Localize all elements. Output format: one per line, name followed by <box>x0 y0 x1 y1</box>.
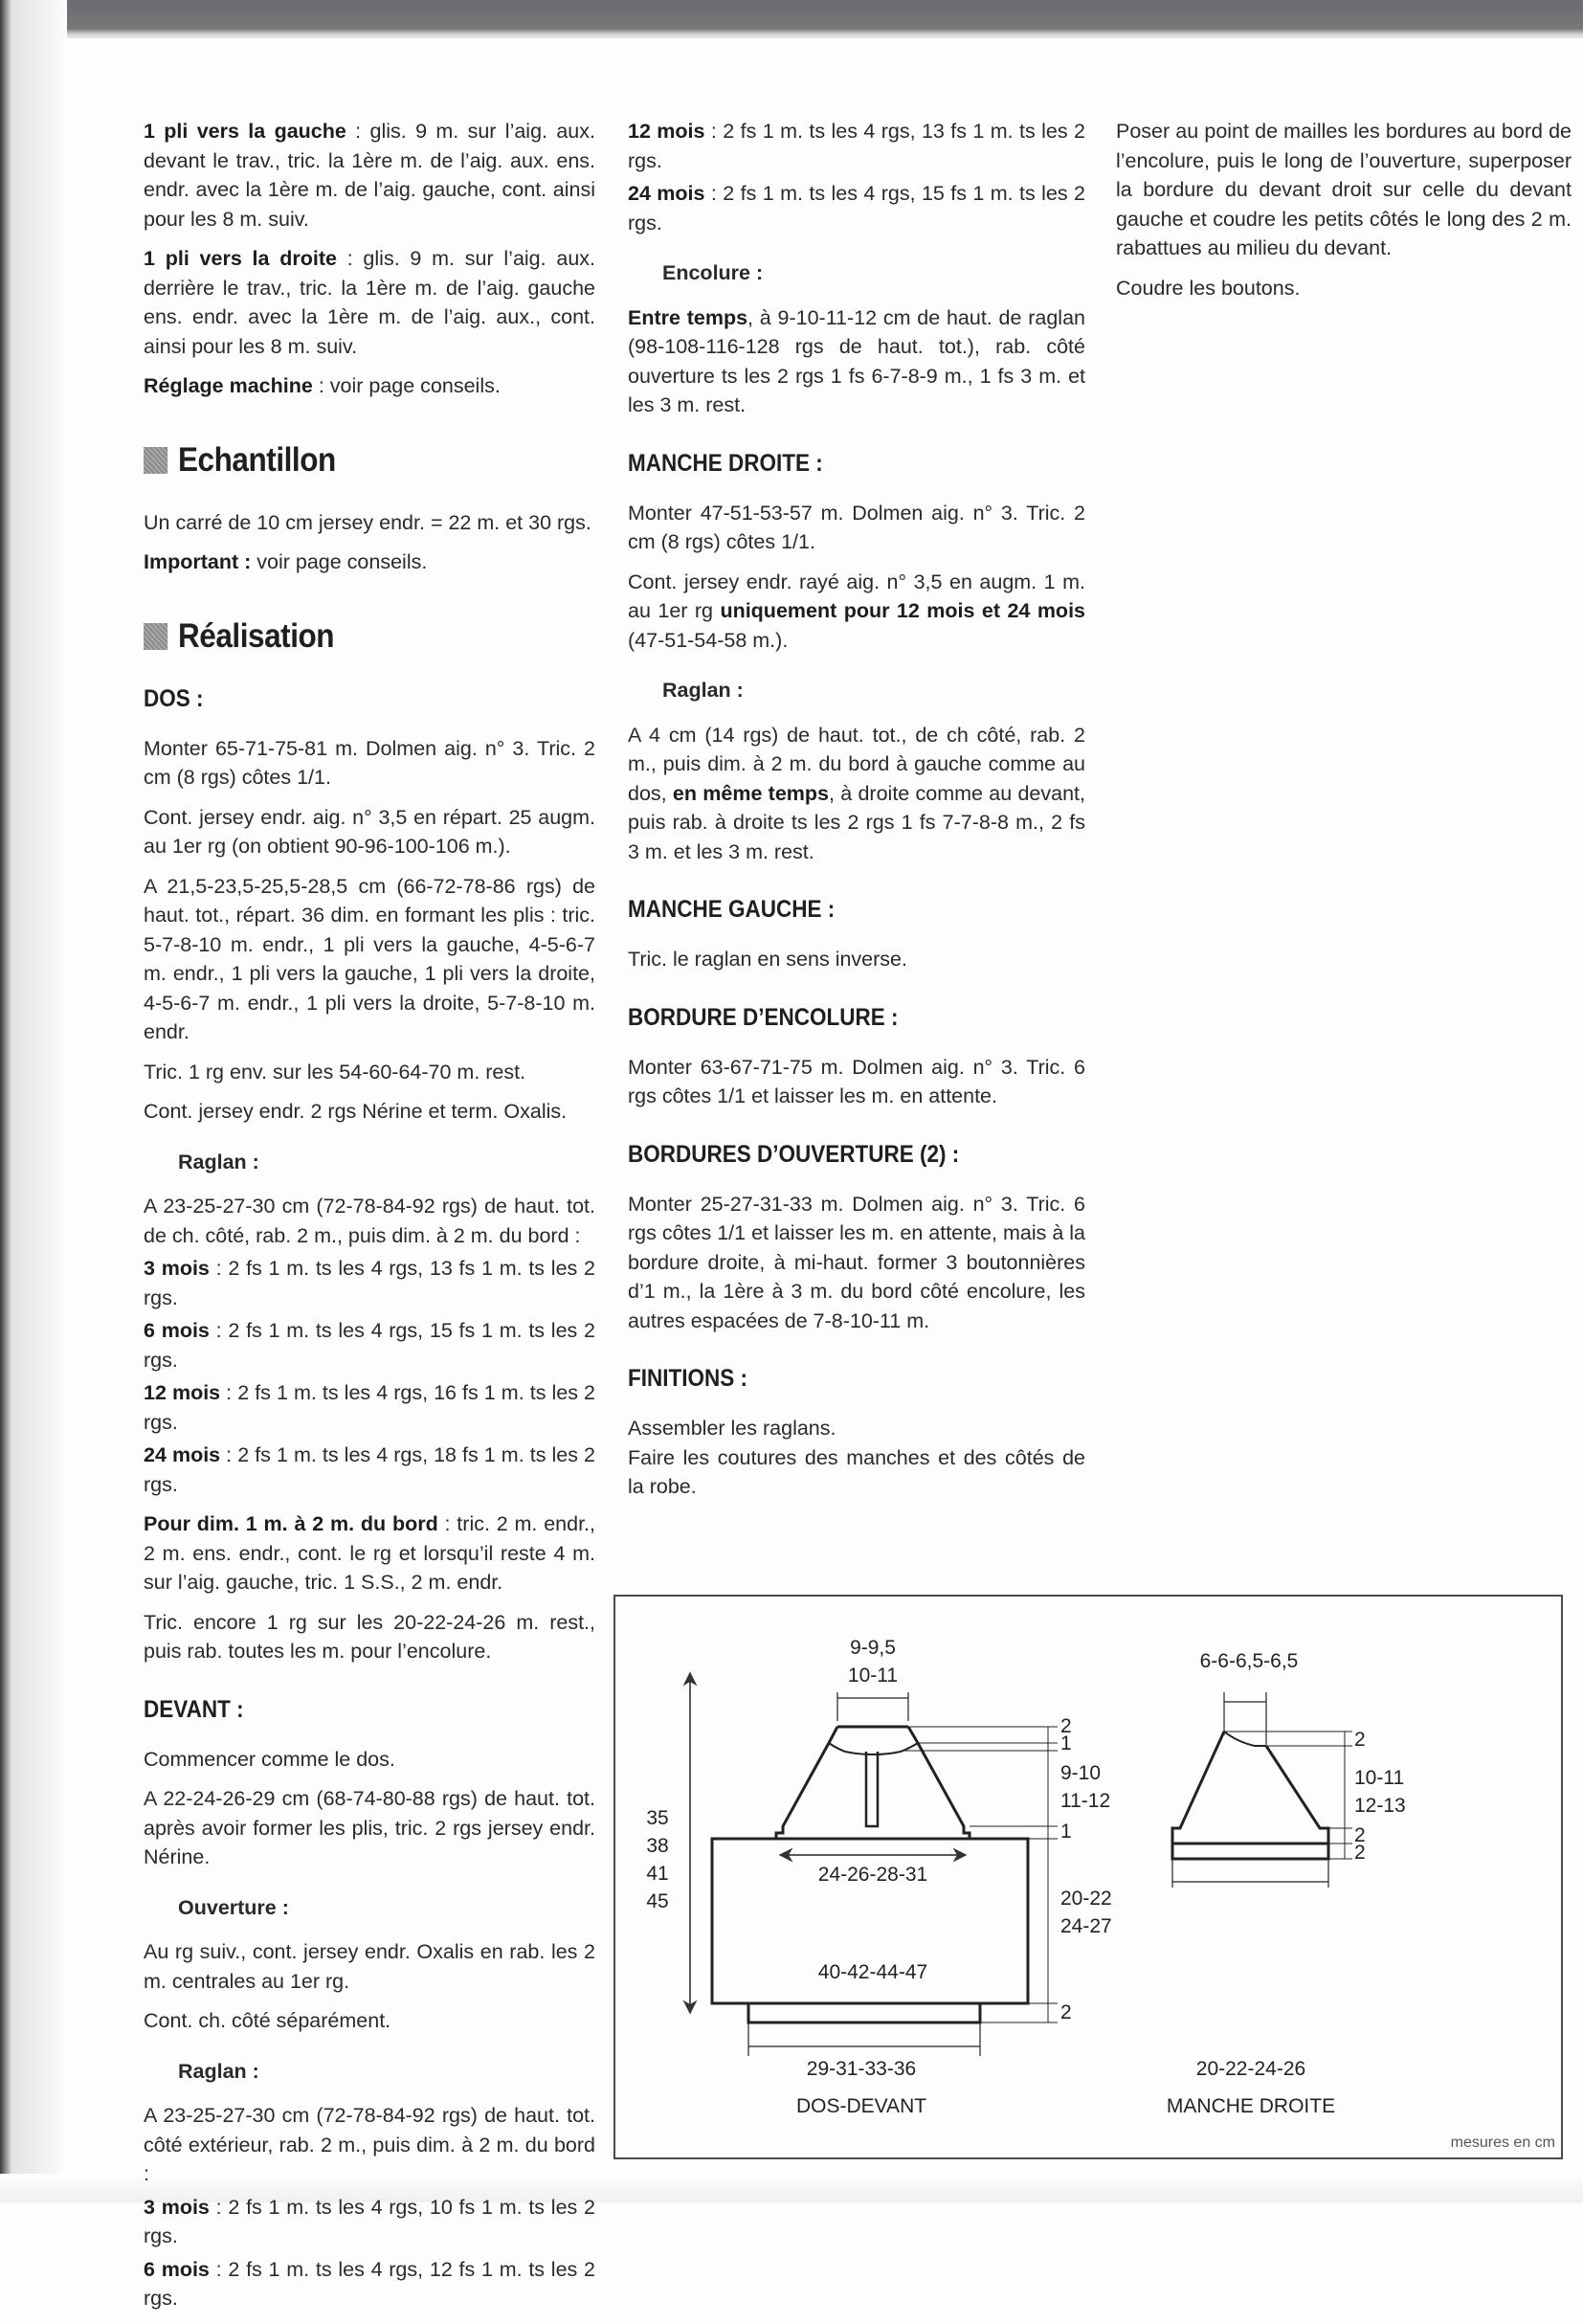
label-neck-width-2: 10-11 <box>847 1665 899 1687</box>
manche-droite-shape <box>1172 1692 1352 1888</box>
part-heading-devant: DEVANT : <box>144 1695 244 1723</box>
text: Cont. jersey endr. rayé aig. n° 3,5 en augm. 1 m. au 1er rg <box>628 570 1085 622</box>
cuff-rect <box>1172 1844 1328 1859</box>
size-text: : 2 fs 1 m. ts les 4 rgs, 15 fs 1 m. ts les 2 rgs. <box>144 1319 595 1372</box>
size-text: : 2 fs 1 m. ts les 4 rgs, 13 fs 1 m. ts les 2 rgs. <box>144 1257 595 1309</box>
pattern-schematic-box <box>613 1595 1563 2159</box>
emphasis: uniquement pour 12 mois et 24 mois <box>720 599 1085 622</box>
size-text: : 2 fs 1 m. ts les 4 rgs, 12 fs 1 m. ts les 2 rgs. <box>144 2257 595 2310</box>
label-skirt-height-2: 24-27 <box>1060 1915 1112 1937</box>
column-middle <box>628 117 1085 1512</box>
size-text: : 2 fs 1 m. ts les 4 rgs, 16 fs 1 m. ts les 2 rgs. <box>144 1381 595 1434</box>
sleeve-edge <box>1172 1732 1328 1844</box>
label-yoke-width: 24-26-28-31 <box>817 1864 928 1886</box>
sub-heading-raglan: Raglan : <box>178 1150 259 1173</box>
paragraph-echantillon: Un carré de 10 cm jersey endr. = 22 m. et 30 rgs. <box>144 510 591 534</box>
label-neck-width-1: 9-9,5 <box>850 1637 896 1659</box>
paragraph-encolure <box>628 303 1085 420</box>
square-bullet-icon <box>144 623 167 650</box>
term-text: : voir page conseils. <box>312 374 501 397</box>
term-label: Entre temps <box>628 305 748 329</box>
paragraph: Poser au point de mailles les bordures au bord de l’encolure, puis le long de l’ouverture, superposer la bordure du devant droit sur celle du devant gauche et coudre les petits côtés le long des 2 m. rabattues au milieu du devant. <box>1116 120 1572 259</box>
heading-text: Réalisation <box>178 616 335 655</box>
sub-heading-ouverture: Ouverture : <box>178 1895 289 1919</box>
term-text: : glis. 9 m. sur l’aig. aux. derrière le trav., tric. la 1ère m. de l’aig. gauche ens. endr. avec la 1ère m. de l’aig. aux., cont. ainsi pour les 8 m. suiv. <box>144 247 595 358</box>
column-left <box>144 117 595 2324</box>
part-heading-bordure-encolure: BORDURE D’ENCOLURE : <box>628 1003 899 1031</box>
square-bullet-icon <box>144 447 167 474</box>
paragraph: A 23-25-27-30 cm (72-78-84-92 rgs) de haut. tot. de ch. côté, rab. 2 m., puis dim. à 2 m. du bord : <box>144 1195 595 1247</box>
paragraph: Monter 63-67-71-75 m. Dolmen aig. n° 3. Tric. 6 rgs côtes 1/1 et laisser les m. en attente. <box>628 1055 1085 1107</box>
term-label: 1 pli vers la droite <box>144 247 337 270</box>
label-total-height: 45 <box>646 1890 669 1912</box>
label-raglan-base: 1 <box>1060 1821 1072 1843</box>
size-label: 12 mois <box>144 1381 221 1404</box>
size-label: 24 mois <box>144 1443 221 1466</box>
sleeve-cap-curve <box>1224 1732 1266 1746</box>
hem-band <box>748 2003 980 2022</box>
paragraph-reglage <box>144 371 595 401</box>
shape-edge <box>908 1727 970 1839</box>
size-text: : 2 fs 1 m. ts les 4 rgs, 15 fs 1 m. ts les 2 rgs. <box>628 182 1085 235</box>
label-raglan-height-2: 11-12 <box>1060 1790 1111 1812</box>
label-top-band: 2 <box>1060 1715 1072 1737</box>
size-label: 3 mois <box>144 1257 210 1280</box>
shape-edge <box>776 1727 837 1839</box>
label-body-width: 40-42-44-47 <box>817 1961 928 1983</box>
term-label: Pour dim. 1 m. à 2 m. du bord <box>144 1512 438 1535</box>
size-line <box>144 2255 595 2313</box>
sub-heading-raglan: Raglan : <box>178 2059 259 2083</box>
term-text: : glis. 9 m. sur l’aig. aux. devant le trav., tric. la 1ère m. de l’aig. aux. ens. endr. avec la 1ère m. de l’aig. gauche, cont. ainsi pour les 8 m. suiv. <box>144 120 595 231</box>
label-total-height: 35 <box>646 1807 669 1829</box>
size-line <box>144 1441 595 1499</box>
label-sleeve-raglan-2: 12-13 <box>1354 1795 1406 1817</box>
paragraph: Tric. 1 rg env. sur les 54-60-64-70 m. rest. <box>144 1060 526 1084</box>
book-binding-shadow <box>0 0 67 2202</box>
paragraph-pli-gauche <box>144 117 595 234</box>
part-heading-manche-droite: MANCHE DROITE : <box>628 449 823 477</box>
paragraph: Monter 65-71-75-81 m. Dolmen aig. n° 3. Tric. 2 cm (8 rgs) côtes 1/1. <box>144 736 595 789</box>
paragraph-pli-droite <box>144 244 595 361</box>
paragraph: Faire les coutures des manches et des côtés de la robe. <box>628 1445 1085 1498</box>
section-heading-realisation <box>144 617 550 656</box>
paragraph: Assembler les raglans. <box>628 1417 836 1440</box>
size-label: 6 mois <box>144 1319 210 1342</box>
paragraph: Au rg suiv., cont. jersey endr. Oxalis en rab. les 2 m. centrales au 1er rg. <box>144 1940 595 1993</box>
part-heading-dos: DOS : <box>144 684 204 712</box>
size-line <box>144 1316 595 1374</box>
size-text: : 2 fs 1 m. ts les 4 rgs, 10 fs 1 m. ts les 2 rgs. <box>144 2195 595 2247</box>
shape-edge <box>829 1743 918 1754</box>
column-right <box>1116 117 1572 313</box>
label-sleeve-raglan-1: 10-11 <box>1354 1767 1405 1789</box>
size-line <box>144 2193 595 2251</box>
pattern-schematic <box>615 1597 1565 2161</box>
size-line <box>628 117 1085 175</box>
part-heading-manche-gauche: MANCHE GAUCHE : <box>628 896 836 923</box>
size-label: 12 mois <box>628 120 705 143</box>
paragraph: Monter 47-51-53-57 m. Dolmen aig. n° 3. Tric. 2 cm (8 rgs) côtes 1/1. <box>628 501 1085 553</box>
label-skirt-height-1: 20-22 <box>1060 1888 1112 1910</box>
term-label: 1 pli vers la gauche <box>144 120 346 143</box>
text: , à droite comme au devant, puis rab. à droite ts les 2 rgs 1 fs 7-7-8-8 m., 2 fs 3 m. et les 3 m. rest. <box>628 781 1085 863</box>
size-text: : 2 fs 1 m. ts les 4 rgs, 13 fs 1 m. ts les 2 rgs. <box>628 120 1085 172</box>
scan-top-edge <box>0 0 1583 38</box>
label-sleeve-cuff: 2 <box>1354 1842 1366 1864</box>
size-line <box>628 179 1085 237</box>
label-raglan-height-1: 9-10 <box>1060 1762 1102 1784</box>
paragraph: Commencer comme le dos. <box>144 1747 395 1771</box>
label-manche-droite-title: MANCHE DROITE <box>1166 2095 1336 2117</box>
paragraph: A 23-25-27-30 cm (72-78-84-92 rgs) de haut. tot. côté extérieur, rab. 2 m., puis dim. à 2 m. du bord : <box>144 2104 595 2185</box>
heading-text: Echantillon <box>178 440 336 479</box>
paragraph: Cont. jersey endr. aig. n° 3,5 en répart. 25 augm. au 1er rg (on obtient 90-96-100-106 m.). <box>144 805 595 858</box>
term-text: voir page conseils. <box>251 550 428 573</box>
term-label: Important : <box>144 550 252 573</box>
placket <box>866 1752 878 1826</box>
sub-heading-encolure: Encolure : <box>662 261 764 284</box>
label-dos-devant-title: DOS-DEVANT <box>795 2095 927 2117</box>
size-text: : 2 fs 1 m. ts les 4 rgs, 18 fs 1 m. ts les 2 rgs. <box>144 1443 595 1496</box>
term-text: : tric. 2 m. endr., 2 m. ens. endr., cont. le rg et lorsqu’il reste 4 m. sur l’aig. gauche, tric. 1 S.S., 2 m. endr. <box>144 1512 595 1594</box>
paragraph: Cont. jersey endr. 2 rgs Nérine et term. Oxalis. <box>144 1100 568 1123</box>
paragraph: A 21,5-23,5-25,5-28,5 cm (66-72-78-86 rgs) de haut. tot., répart. 36 dim. en formant les plis : tric. 5-7-8-10 m. endr., 1 pli vers la gauche, 4-5-6-7 m. endr., 1 pli vers la gauche, 1 pli vers la droite, 4-5-6-7 m. endr., 1 pli vers la droite, 5-7-8-10 m. endr. <box>144 874 595 1043</box>
paragraph: Monter 25-27-31-33 m. Dolmen aig. n° 3. Tric. 6 rgs côtes 1/1 et laisser les m. en attente, mais à la bordure droite, à mi-haut. former 3 boutonnières d’1 m., la 1ère à 3 m. du bord côté encolure, les autres espacées de 7-8-10-11 m. <box>628 1192 1085 1332</box>
label-hem-width: 29-31-33-36 <box>806 2058 917 2080</box>
text: A 4 cm (14 rgs) de haut. tot., de ch côté, rab. 2 m., puis dim. à 2 m. du bord à gauche comme au dos, <box>628 723 1085 805</box>
paragraph: Tric. encore 1 rg sur les 20-22-24-26 m. rest., puis rab. toutes les m. pour l’encolure. <box>144 1610 595 1663</box>
paragraph <box>628 568 1085 656</box>
label-sleeve-base: 2 <box>1354 1824 1366 1846</box>
label-total-height: 38 <box>646 1835 669 1857</box>
label-hem-band: 2 <box>1060 2001 1072 2023</box>
sub-heading-raglan: Raglan : <box>662 679 744 702</box>
label-neck-drop: 1 <box>1060 1732 1072 1754</box>
label-sleeve-top: 2 <box>1354 1729 1366 1751</box>
label-total-height: 41 <box>646 1863 669 1885</box>
size-line <box>144 1254 595 1312</box>
paragraph: A 22-24-26-29 cm (68-74-80-88 rgs) de haut. tot. après avoir former les plis, tric. 2 rgs jersey endr. Nérine. <box>144 1787 595 1868</box>
text: (47-51-54-58 m.). <box>628 628 789 652</box>
paragraph: Tric. le raglan en sens inverse. <box>628 948 907 971</box>
term-text: , à 9-10-11-12 cm de haut. de raglan (98-108-116-128 rgs de haut. tot.), rab. côté ouverture ts les 2 rgs 1 fs 6-7-8-9 m., 1 fs 3 m. et les 3 m. rest. <box>628 305 1085 416</box>
paragraph <box>628 721 1085 867</box>
paragraph: Coudre les boutons. <box>1116 276 1301 300</box>
emphasis: en même temps <box>672 781 830 805</box>
size-line <box>144 1378 595 1437</box>
label-sleeve-bottom-width: 20-22-24-26 <box>1195 2058 1306 2080</box>
units-note: mesures en cm <box>1450 2134 1555 2151</box>
size-label: 6 mois <box>144 2257 210 2281</box>
size-label: 24 mois <box>628 182 705 205</box>
size-label: 3 mois <box>144 2195 210 2219</box>
paragraph-pour-dim <box>144 1509 595 1598</box>
paragraph-important <box>144 547 595 577</box>
paragraph: Cont. ch. côté séparément. <box>144 2009 391 2032</box>
part-heading-finitions: FINITIONS : <box>628 1365 748 1392</box>
label-sleeve-top-width: 6-6-6,5-6,5 <box>1199 1650 1299 1672</box>
term-label: Réglage machine <box>144 374 313 397</box>
section-heading-echantillon <box>144 441 550 480</box>
part-heading-bordures-ouverture: BORDURES D’OUVERTURE (2) : <box>628 1140 960 1168</box>
